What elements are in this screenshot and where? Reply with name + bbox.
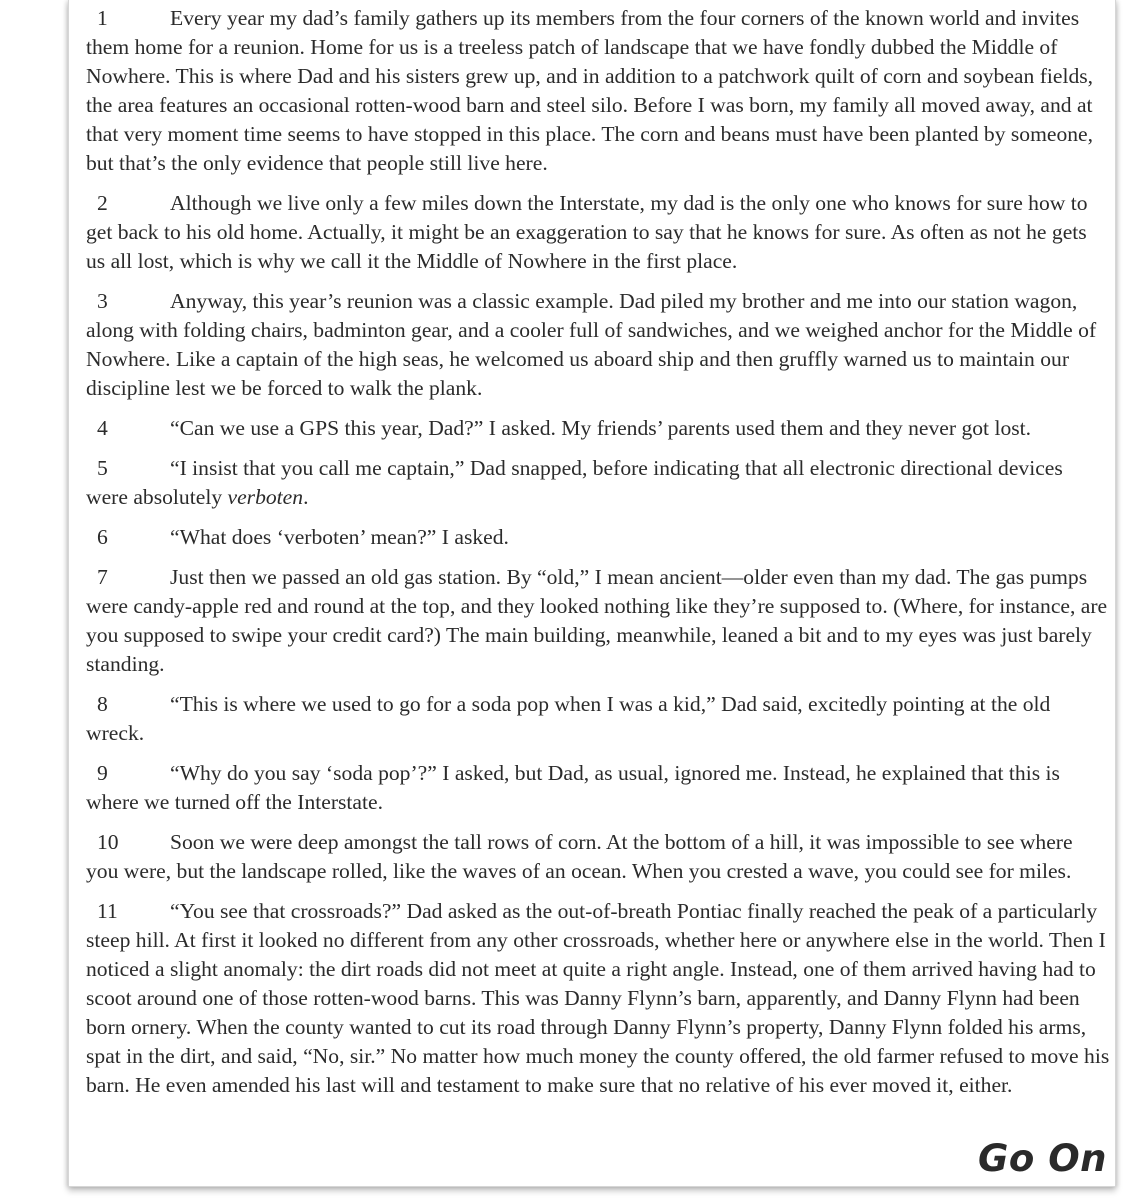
paragraph-text: “I insist that you call me captain,” Dad snapped, before indicating that all electronic directional devices were absolutely <box>86 456 1063 509</box>
paragraph-text: Although we live only a few miles down the Interstate, my dad is the only one who knows for sure how to get back to his old home. Actually, it might be an exaggeration to say that he knows for sure. As often as not he gets us all lost, which is why we call it the Middle of Nowhere in the first place. <box>86 191 1088 273</box>
paragraph-4 <box>86 414 1110 443</box>
paragraph-text: Just then we passed an old gas station. By “old,” I mean ancient—older even than my dad. The gas pumps were candy-apple red and round at the top, and they looked nothing like they’re supposed to. (Where, for instance, are you supposed to swipe your credit card?) The main building, meanwhile, leaned a bit and to my eyes was just barely standing. <box>86 565 1108 676</box>
paragraph-8 <box>86 690 1110 748</box>
test-page <box>68 0 1116 1187</box>
paragraph-5 <box>86 454 1110 512</box>
paragraph-text: Anyway, this year’s reunion was a classic example. Dad piled my brother and me into our station wagon, along with folding chairs, badminton gear, and a cooler full of sandwiches, and we weighed anchor for the Middle of Nowhere. Like a captain of the high seas, he welcomed us aboard ship and then gruffly warned us to maintain our discipline lest we be forced to walk the plank. <box>86 289 1097 400</box>
paragraph-text-end: . <box>303 485 309 509</box>
paragraph-7 <box>86 563 1110 679</box>
paragraph-number: 9 <box>97 761 108 785</box>
paragraph-text: Every year my dad’s family gathers up its members from the four corners of the known world and invites them home for a reunion. Home for us is a treeless patch of landscape that we have fondly dubbed the Middle of Nowhere. This is where Dad and his sisters grew up, and in addition to a patchwork quilt of corn and soybean fields, the area features an occasional rotten-wood barn and steel silo. Before I was born, my family all moved away, and at that very moment time seems to have stopped in this place. The corn and beans must have been planted by someone, but that’s the only evidence that people still live here. <box>86 6 1094 175</box>
paragraph-text: “Can we use a GPS this year, Dad?” I asked. My friends’ parents used them and they never got lost. <box>170 416 1032 440</box>
paragraph-number: 2 <box>97 191 108 215</box>
paragraph-number: 4 <box>97 416 108 440</box>
paragraph-text: “You see that crossroads?” Dad asked as the out-of-breath Pontiac finally reached the peak of a particularly steep hill. At first it looked no different from any other crossroads, whether here or anywhere else in the world. Then I noticed a slight anomaly: the dirt roads did not meet at quite a right angle. Instead, one of them arrived having had to scoot around one of those rotten-wood barns. This was Danny Flynn’s barn, apparently, and Danny Flynn had been born ornery. When the county wanted to cut its road through Danny Flynn’s property, Danny Flynn folded his arms, spat in the dirt, and said, “No, sir.” No matter how much money the county offered, the old farmer refused to move his barn. He even amended his last will and testament to make sure that no relative of his ever moved it, either. <box>86 899 1110 1097</box>
paragraph-text: “What does ‘verboten’ mean?” I asked. <box>170 525 509 549</box>
paragraph-2 <box>86 189 1110 276</box>
paragraph-number: 3 <box>97 289 108 313</box>
paragraph-9 <box>86 759 1110 817</box>
paragraph-number: 7 <box>97 565 108 589</box>
paragraph-text: Soon we were deep amongst the tall rows of corn. At the bottom of a hill, it was impossible to see where you were, but the landscape rolled, like the waves of an ocean. When you crested a wave, you could see for miles. <box>86 830 1073 883</box>
paragraph-1 <box>86 4 1110 178</box>
paragraph-3 <box>86 287 1110 403</box>
go-on-indicator: Go On <box>978 1137 1107 1180</box>
reading-passage <box>86 4 1110 1111</box>
paragraph-number: 1 <box>97 6 108 30</box>
paragraph-text: “Why do you say ‘soda pop’?” I asked, but Dad, as usual, ignored me. Instead, he explained that this is where we turned off the Interstate. <box>86 761 1060 814</box>
paragraph-number: 11 <box>97 899 118 923</box>
paragraph-6 <box>86 523 1110 552</box>
paragraph-11 <box>86 897 1110 1100</box>
paragraph-number: 8 <box>97 692 108 716</box>
paragraph-number: 10 <box>97 830 119 854</box>
paragraph-number: 5 <box>97 456 108 480</box>
paragraph-text: “This is where we used to go for a soda pop when I was a kid,” Dad said, excitedly pointing at the old wreck. <box>86 692 1051 745</box>
emphasized-word: verboten <box>227 485 304 509</box>
paragraph-10 <box>86 828 1110 886</box>
paragraph-number: 6 <box>97 525 108 549</box>
